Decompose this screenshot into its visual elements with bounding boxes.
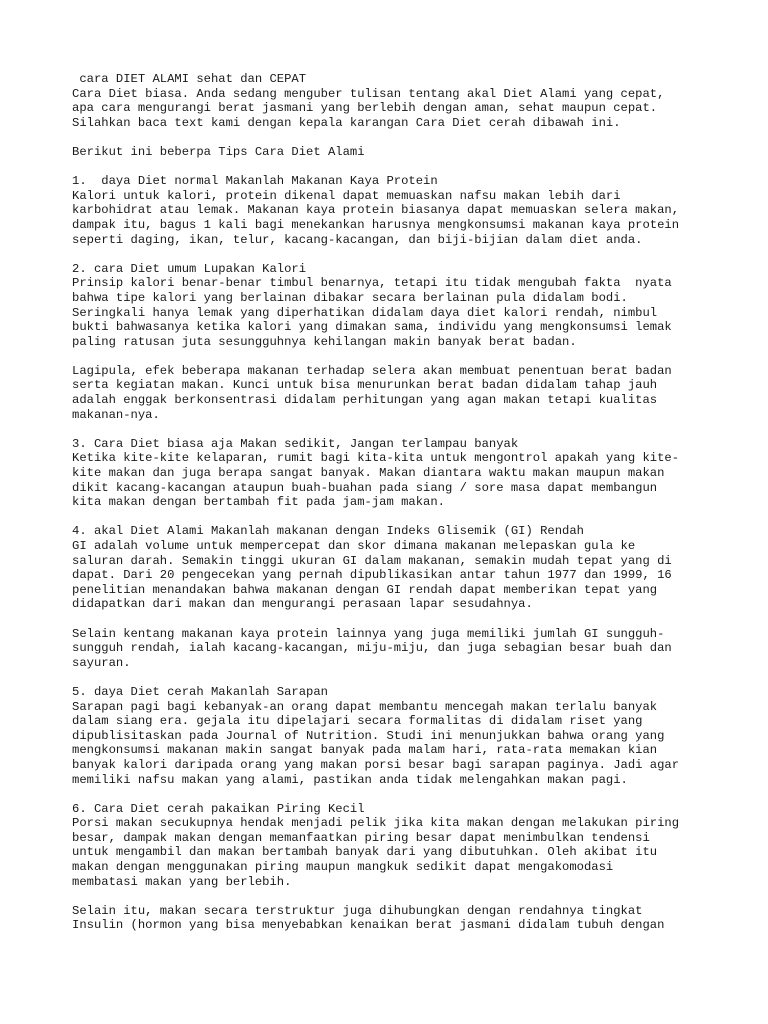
text-line: Ketika kite-kite kelaparan, rumit bagi kita-kita untuk mengontrol apakah yang kite- [72,451,680,466]
text-line: makanan-nya. [72,407,160,422]
tip-4-paragraph [72,524,712,612]
text-line: bahwa tipe kalori yang berlainan dibakar secara berlainan pula didalam bodi. [72,290,628,305]
text-line: besar, dampak makan dengan memanfaatkan piring besar dapat menimbulkan tendensi [72,830,650,845]
text-line: makan dengan menggunakan piring maupun mangkuk sedikit dapat mengakomodasi [72,860,614,875]
text-line: seperti daging, ikan, telur, kacang-kacangan, dan biji-bijian dalam diet anda. [72,232,643,247]
text-line: Seringkali hanya lemak yang diperhatikan didalam daya diet kalori rendah, nimbul [72,305,658,320]
tip-3-paragraph [72,437,712,510]
tip-2-continued-paragraph [72,364,712,422]
text-line: paling ratusan juta sesungguhnya kehilangan makin banyak berat badan. [72,334,577,349]
tip-6-paragraph [72,802,712,890]
text-line: apa cara mengurangi berat jasmani yang berlebih dengan aman, sehat maupun cepat. [72,101,658,116]
tip-1-paragraph [72,174,712,247]
tip-6-heading: 6. Cara Diet cerah pakaikan Piring Kecil [72,801,365,816]
text-line: kite makan dan juga berapa sangat banyak. Makan diantara waktu makan maupun makan [72,466,665,481]
text-line: Selain itu, makan secara terstruktur juga dihubungkan dengan rendahnya tingkat [72,903,643,918]
text-line: penelitian menandakan bahwa makanan dengan GI rendah dapat memberikan tepat yang [72,582,658,597]
document-title: cara DIET ALAMI sehat dan CEPAT [72,72,307,86]
text-line: dalam siang era. gejala itu dipelajari secara formalitas di didalam riset yang [72,714,643,729]
text-line: GI adalah volume untuk mempercepat dan skor dimana makanan melepaskan gula ke [72,539,636,553]
text-line: kita makan dengan bertambah fit pada jam-jam makan. [72,495,445,510]
text-line: Sarapan pagi bagi kebanyak-an orang dapat membantu mencegah makan terlalu banyak [72,699,658,714]
text-line: dipublisitaskan pada Journal of Nutrition. Studi ini menunjukkan bahwa orang yang [72,728,665,743]
text-line: Porsi makan secukupnya hendak menjadi pelik jika kita makan dengan melakukan piring [72,816,680,831]
tip-2-heading: 2. cara Diet umum Lupakan Kalori [72,261,307,276]
text-line: karbohidrat atau lemak. Makanan kaya protein biasanya dapat memuaskan selera makan, [72,203,680,218]
text-line: bukti bahwasanya ketika kalori yang dimakan sama, individu yang mengkonsumsi lemak [72,320,672,335]
text-line: membatasi makan yang berlebih. [72,874,292,889]
text-line: Cara Diet biasa. Anda sedang menguber tulisan tentang akal Diet Alami yang cepat, [72,86,665,101]
text-line: mengkonsumsi makanan makin sangat banyak pada malam hari, rata-rata memakan kian [72,743,658,758]
text-line: Kalori untuk kalori, protein dikenal dapat memuaskan nafsu makan lebih dari [72,188,621,203]
text-line: saluran darah. Semakin tinggi ukuran GI dalam makanan, semakin mudah tepat yang di [72,553,672,568]
tip-5-paragraph [72,685,712,787]
text-line: Insulin (hormon yang bisa menyebabkan kenaikan berat jasmani didalam tubuh dengan [72,918,665,933]
text-line: sungguh rendah, ialah kacang-kacangan, miju-miju, dan juga sebagian besar buah dan [72,641,672,656]
tip-4-heading: 4. akal Diet Alami Makanlah makanan dengan Indeks Glisemik (GI) Rendah [72,524,584,539]
text-line: Selain kentang makanan kaya protein lainnya yang juga memiliki jumlah GI sungguh- [72,626,665,641]
tips-heading-paragraph [72,145,712,160]
document-page [72,72,712,948]
text-line: Lagipula, efek beberapa makanan terhadap selera akan membuat penentuan berat badan [72,363,672,378]
tip-5-heading: 5. daya Diet cerah Makanlah Sarapan [72,684,328,699]
text-line: dapat. Dari 20 pengecekan yang pernah dipublikasikan antar tahun 1977 dan 1999, 16 [72,568,672,583]
text-line: dampak itu, bagus 1 kali bagi menekankan harusnya mengkonsumsi makanan kaya protein [72,217,680,232]
tip-6-continued-paragraph [72,904,712,933]
text-line: memiliki nafsu makan yang alami, pastikan anda tidak melengahkan makan pagi. [72,772,628,787]
text-line: Prinsip kalori benar-benar timbul benarnya, tetapi itu tidak mengubah fakta nyata [72,276,672,291]
text-line: didapatkan dari makan dan mengurangi perasaan lapar sesudahnya. [72,597,533,612]
tip-1-heading: 1. daya Diet normal Makanlah Makanan Kaya Protein [72,174,438,189]
text-line: adalah enggak berkonsentrasi didalam perhitungan yang agan makan tetapi kualitas [72,393,658,408]
text-line: serta kegiatan makan. Kunci untuk bisa menurunkan berat badan didalam tahap jauh [72,378,658,393]
text-line: untuk mengambil dan makan bertambah banyak dari yang dibutuhkan. Oleh akibat itu [72,845,658,860]
text-line: banyak kalori daripada orang yang makan porsi besar bagi sarapan paginya. Jadi agar [72,757,680,772]
tip-3-heading: 3. Cara Diet biasa aja Makan sedikit, Jangan terlampau banyak [72,436,519,451]
text-line: dikit kacang-kacangan ataupun buah-buahan pada siang / sore masa dapat membangun [72,480,658,495]
text-line: Silahkan baca text kami dengan kepala karangan Cara Diet cerah dibawah ini. [72,115,621,130]
intro-paragraph [72,72,712,130]
tip-2-paragraph [72,262,712,350]
tip-4-continued-paragraph [72,627,712,671]
text-line: sayuran. [72,655,131,670]
tips-heading: Berikut ini beberpa Tips Cara Diet Alami [72,144,365,159]
